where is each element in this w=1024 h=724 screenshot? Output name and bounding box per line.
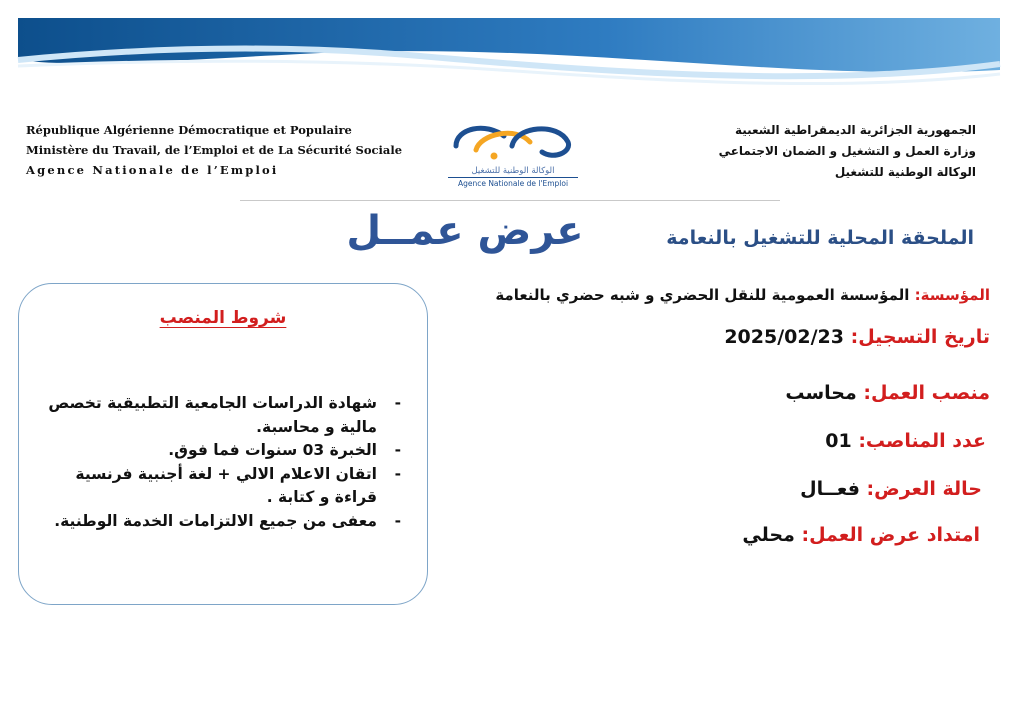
header-french-block xyxy=(26,120,426,180)
status-row xyxy=(800,478,982,500)
header-ar-ministry: وزارة العمل و التشغيل و الضمان الاجتماعي xyxy=(718,144,976,158)
count-row xyxy=(825,430,986,452)
status-label: حالة العرض: xyxy=(866,478,982,500)
page-title: عرض عمــل xyxy=(346,208,584,254)
header-fr-ministry: Ministère du Travail, de l’Emploi et de La Sécurité Sociale xyxy=(26,143,403,157)
condition-item: - الخبرة 03 سنوات فما فوق. xyxy=(41,439,403,463)
count-value: 01 xyxy=(825,430,852,452)
institution-row xyxy=(495,286,990,304)
registration-label: تاريخ التسجيل: xyxy=(850,326,990,348)
condition-item: - شهادة الدراسات الجامعية التطبيقية تخصص مالية و محاسبة. xyxy=(48,394,401,436)
count-label: عدد المناصب: xyxy=(858,430,986,452)
agency-logo xyxy=(438,116,588,196)
header-ar-agency: الوكالة الوطنية للتشغيل xyxy=(834,165,976,179)
position-value: محاسب xyxy=(785,382,857,404)
bullet-dash: - xyxy=(394,464,401,483)
condition-item: - معفى من جميع الالتزامات الخدمة الوطنية. xyxy=(41,510,403,534)
bullet-dash: - xyxy=(394,394,401,412)
header-fr-agency: Agence Nationale de l’Emploi xyxy=(26,163,279,177)
logo-arabic-text: الوكالة الوطنية للتشغيل xyxy=(471,166,555,176)
registration-row xyxy=(724,326,990,348)
institution-value: المؤسسة العمومية للنقل الحضري و شبه حضري بالنعامة xyxy=(495,286,910,304)
bullet-dash: - xyxy=(394,441,401,459)
conditions-title: شروط المنصب xyxy=(159,308,287,328)
scope-value: محلي xyxy=(742,524,795,546)
header-fr-republic: République Algérienne Démocratique et Populaire xyxy=(26,123,352,137)
position-label: منصب العمل: xyxy=(863,382,990,404)
header-divider xyxy=(240,200,780,201)
header-arabic-block xyxy=(576,120,976,183)
conditions-list xyxy=(41,392,403,533)
scope-label: امتداد عرض العمل: xyxy=(801,524,980,546)
header-ar-republic: الجمهورية الجزائرية الديمقراطية الشعبية xyxy=(734,123,976,137)
local-agency-name: الملحقة المحلية للتشغيل بالنعامة xyxy=(666,227,974,249)
position-row xyxy=(785,382,990,404)
institution-label: المؤسسة: xyxy=(914,286,990,304)
header-wave-banner xyxy=(0,0,1024,100)
job-conditions-box xyxy=(18,283,428,605)
condition-item: - اتقان الاعلام الالي + لغة أجنبية فرنسية قراءة و كتابة . xyxy=(75,464,401,506)
logo-french-text: Agence Nationale de l'Emploi xyxy=(457,179,569,188)
status-value: فعــال xyxy=(800,478,860,500)
bullet-dash: - xyxy=(394,511,401,530)
logo-underline xyxy=(448,177,578,178)
agency-logo-icon xyxy=(446,116,580,164)
scope-row xyxy=(742,524,980,546)
registration-date: 2025/02/23 xyxy=(724,326,844,348)
